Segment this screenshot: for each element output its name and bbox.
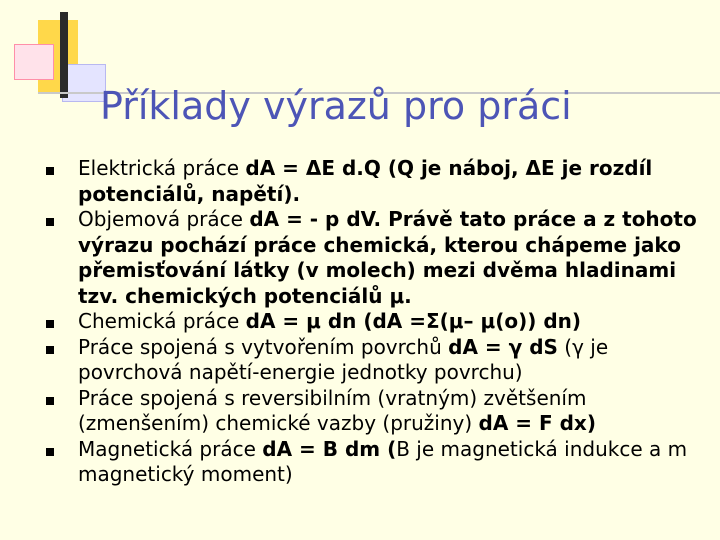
bullet-square-icon <box>46 346 54 354</box>
body-text: B je magnetická indukce a m magnetický moment) <box>78 436 688 486</box>
bullet-square-icon <box>46 448 54 456</box>
bullet-item <box>40 309 710 335</box>
decor-vertical-bar <box>60 12 68 98</box>
bullet-item <box>40 335 710 386</box>
formula-text: dA = μ dn (dA =Σ(μ– μ(o)) dn) <box>245 309 582 333</box>
body-text: Chemická práce <box>78 309 246 333</box>
body-text: Elektrická práce <box>78 156 246 180</box>
bullet-square-icon <box>46 397 54 405</box>
bullet-item <box>40 386 710 437</box>
slide-title: Příklady výrazů pro práci <box>100 84 572 128</box>
bullet-item <box>40 207 710 309</box>
formula-text: dA = F dx) <box>478 411 596 435</box>
body-text: Objemová práce <box>78 207 250 231</box>
bullet-list <box>40 156 710 488</box>
bullet-item <box>40 437 710 488</box>
bullet-square-icon <box>46 218 54 226</box>
formula-text: dA = B dm ( <box>262 436 397 461</box>
bullet-square-icon <box>46 167 54 175</box>
bullet-square-icon <box>46 320 54 328</box>
body-text: Práce spojená s reversibilním (vratným) zvětšením (zmenšením) chemické vazby (pružiny) <box>78 385 587 435</box>
formula-text: dA = ΔE d.Q (Q je náboj, ΔE je rozdíl potenciálů, napětí). <box>78 156 653 206</box>
formula-text: dA = γ dS <box>448 334 558 359</box>
bullet-item <box>40 156 710 207</box>
body-text: (γ je povrchová napětí-energie jednotky povrchu) <box>78 334 609 384</box>
body-text: Práce spojená s vytvořením povrchů <box>78 334 449 359</box>
body-text: Magnetická práce <box>78 436 263 461</box>
formula-text: dA = - p dV. Právě tato práce a z tohoto výrazu pochází práce chemická, kterou chápeme jako přemisťování látky (v molech) mezi dvěma hladinami tzv. chemických potenciálů μ. <box>78 207 697 308</box>
decor-square-pink <box>14 44 54 80</box>
